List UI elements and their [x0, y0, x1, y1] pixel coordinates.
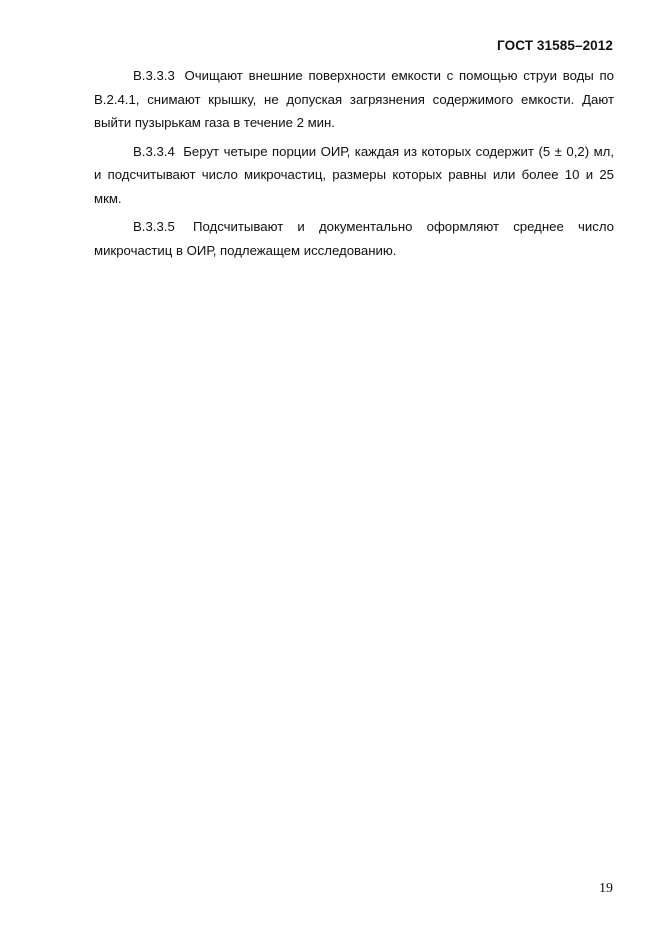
clause-paragraph — [94, 140, 614, 211]
clause-text: Подсчитывают и документально оформляют среднее число микрочастиц в ОИР, подлежащем исследованию. — [94, 219, 614, 258]
clause-paragraph — [94, 64, 614, 135]
document-body — [94, 64, 614, 267]
document-header-id: ГОСТ 31585–2012 — [497, 38, 613, 53]
clause-number: В.3.3.3 — [133, 68, 175, 83]
clause-text: Очищают внешние поверхности емкости с помощью струи воды по В.2.4.1, снимают крышку, не допуская загрязнения содержимого емкости. Дают выйти пузырькам газа в течение 2 мин. — [94, 68, 614, 130]
page-number: 19 — [599, 881, 613, 896]
clause-number: В.3.3.4 — [133, 143, 175, 159]
clause-paragraph — [94, 215, 614, 262]
clause-number: В.3.3.5 — [133, 219, 175, 234]
clause-text: Берут четыре порции ОИР, каждая из которых содержит (5 ± 0,2) мл, и подсчитывают число микрочастиц, размеры которых равны или более 10 и 25 мкм. — [94, 143, 614, 206]
